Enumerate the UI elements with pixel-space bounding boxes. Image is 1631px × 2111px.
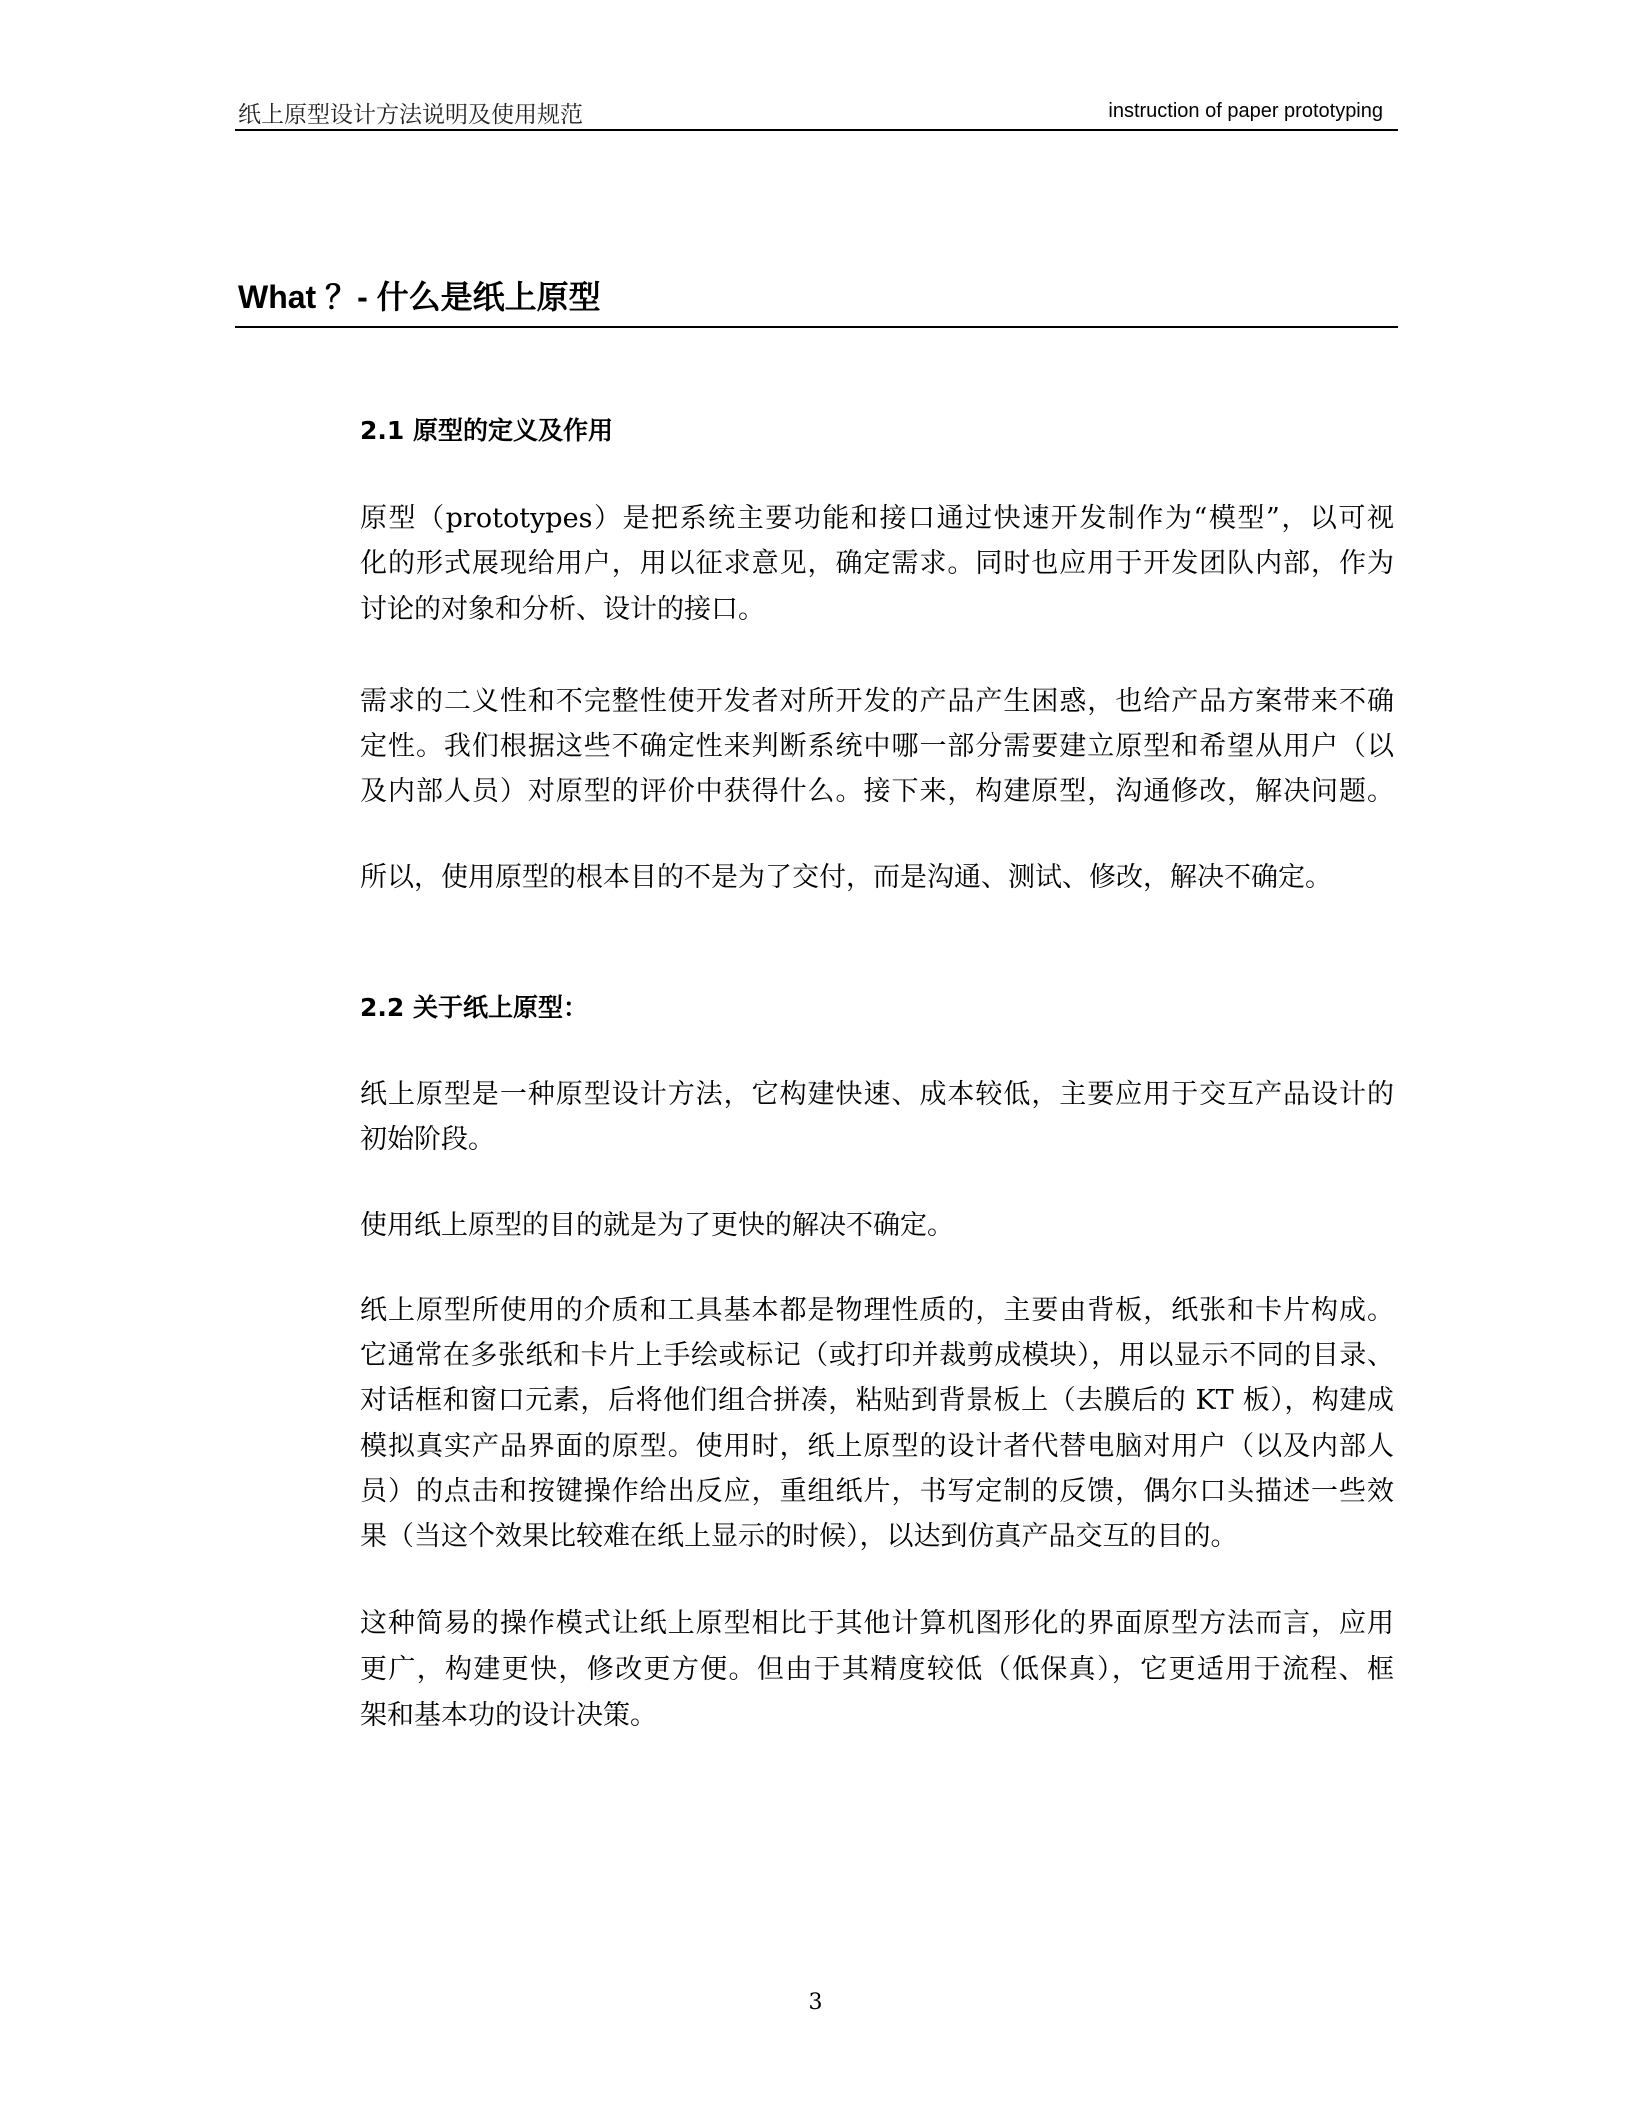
paragraph-line: 初始阶段。 (360, 1124, 495, 1155)
paragraph-line: 所以，使用原型的根本目的不是为了交付，而是沟通、测试、修改，解决不确定。 (360, 862, 1332, 893)
header-subtitle: instruction of paper prototyping (1108, 100, 1383, 122)
paragraph-line: 需求的二义性和不完整性使开发者对所开发的产品产生困惑，也给产品方案带来不确 (360, 686, 1394, 717)
paragraph-line: 架和基本功的设计决策。 (360, 1700, 657, 1731)
paragraph-line: 对话框和窗口元素，后将他们组合拼凑，粘贴到背景板上（去膜后的 KT 板），构建成 (360, 1385, 1394, 1416)
paragraph-line: 化的形式展现给用户，用以征求意见，确定需求。同时也应用于开发团队内部，作为 (360, 548, 1394, 579)
paragraph-line: 它通常在多张纸和卡片上手绘或标记（或打印并裁剪成模块），用以显示不同的目录、 (360, 1340, 1394, 1371)
paragraph-line: 果（当这个效果比较难在纸上显示的时候），以达到仿真产品交互的目的。 (360, 1521, 1238, 1552)
paragraph-line: 讨论的对象和分析、设计的接口。 (360, 594, 765, 625)
page-number: 3 (808, 1990, 823, 2015)
paragraph-line: 定性。我们根据这些不确定性来判断系统中哪一部分需要建立原型和希望从用户（以 (360, 731, 1394, 762)
paragraph-line: 及内部人员）对原型的评价中获得什么。接下来，构建原型，沟通修改，解决问题。 (360, 776, 1394, 807)
paragraph-line: 更广，构建更快，修改更方便。但由于其精度较低（低保真），它更适用于流程、框 (360, 1654, 1394, 1685)
paragraph-line: 原型（prototypes）是把系统主要功能和接口通过快速开发制作为“模型”，以可视 (360, 503, 1394, 534)
paragraph-line: 这种简易的操作模式让纸上原型相比于其他计算机图形化的界面原型方法而言，应用 (360, 1608, 1394, 1639)
paragraph-line: 纸上原型所使用的介质和工具基本都是物理性质的，主要由背板，纸张和卡片构成。 (360, 1295, 1394, 1326)
chapter-rule (235, 326, 1398, 328)
header-title: 纸上原型设计方法说明及使用规范 (238, 102, 583, 128)
paragraph-line: 纸上原型是一种原型设计方法，它构建快速、成本较低，主要应用于交互产品设计的 (360, 1079, 1394, 1110)
section-title: 2.1 原型的定义及作用 (360, 416, 613, 445)
chapter-title: What ？- 什么是纸上原型 (238, 279, 601, 315)
section-title: 2.2 关于纸上原型： (360, 993, 588, 1022)
header-rule (235, 129, 1398, 131)
paragraph-line: 使用纸上原型的目的就是为了更快的解决不确定。 (360, 1210, 954, 1241)
paragraph-line: 模拟真实产品界面的原型。使用时，纸上原型的设计者代替电脑对用户（以及内部人 (360, 1431, 1394, 1462)
paragraph-line: 员）的点击和按键操作给出反应，重组纸片，书写定制的反馈，偶尔口头描述一些效 (360, 1476, 1394, 1507)
